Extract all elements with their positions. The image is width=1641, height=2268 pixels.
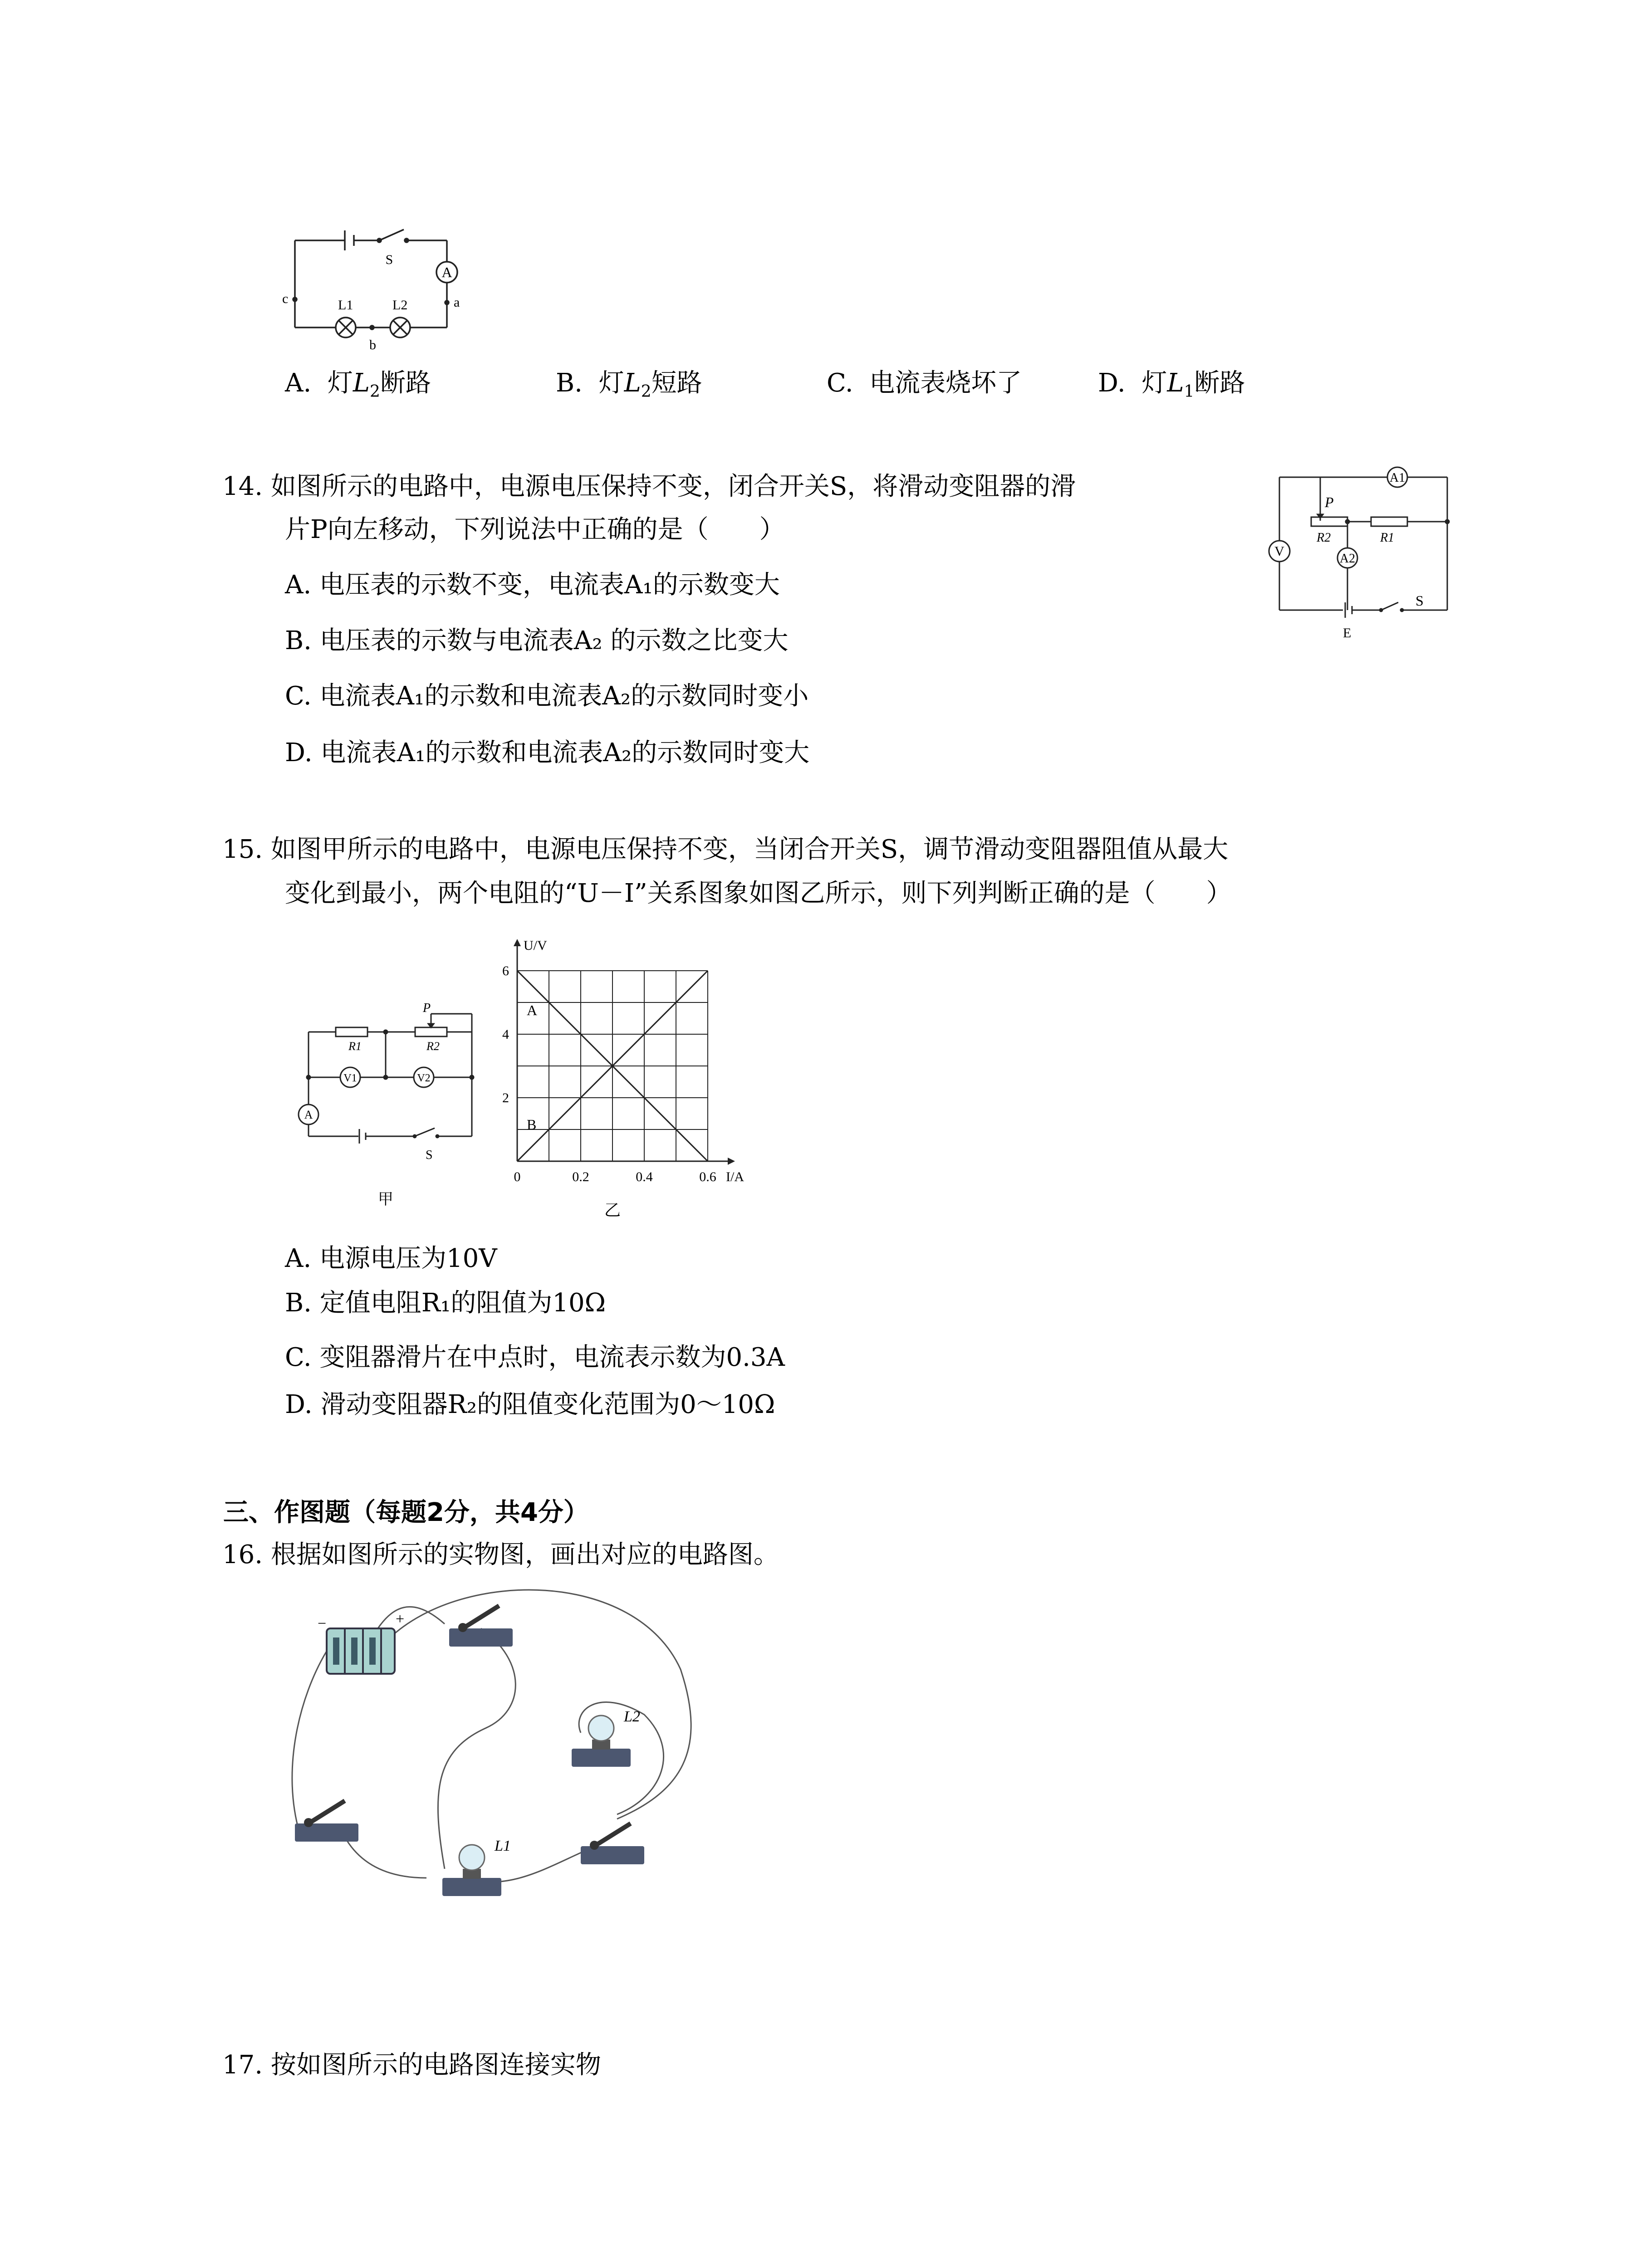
q13-option-a[interactable]: A. 灯$L_2$断路	[285, 368, 431, 401]
q15-option-b[interactable]: B. 定值电阻R₁的阻值为10Ω	[285, 1288, 606, 1318]
series-label-b: B	[527, 1116, 537, 1133]
q14-option-d[interactable]: D. 电流表A₁的示数和电流表A₂的示数同时变大	[285, 738, 810, 767]
y-tick-label: 6	[502, 963, 509, 978]
q13-point-b: b	[369, 337, 376, 352]
q13-option-c[interactable]: C. 电流表烧坏了	[827, 368, 1022, 398]
x-tick-label: 0.6	[699, 1169, 716, 1184]
q14-option-c[interactable]: C. 电流表A₁的示数和电流表A₂的示数同时变小	[285, 681, 809, 711]
q15-option-d[interactable]: D. 滑动变阻器R₂的阻值变化范围为0～10Ω	[285, 1390, 775, 1419]
q13-option-d[interactable]: D. 灯$L_1$断路	[1098, 368, 1245, 401]
q14-option-b[interactable]: B. 电压表的示数与电流表A₂ 的示数之比变大	[285, 626, 789, 655]
q14-option-a[interactable]: A. 电压表的示数不变，电流表A₁的示数变大	[285, 570, 780, 600]
y-axis-arrow	[514, 939, 521, 946]
q15-p-label: P	[423, 1001, 431, 1015]
q15-circuit-jia	[290, 996, 490, 1222]
q15-stem-line1: 15. 如图甲所示的电路中，电源电压保持不变，当闭合开关S，调节滑动变阻器阻值从最大	[222, 835, 1229, 864]
q14-r2-label: R2	[1317, 531, 1331, 545]
q17-stem: 17. 按如图所示的电路图连接实物	[222, 2050, 601, 2080]
battery-icon	[327, 1628, 395, 1674]
section-3-title: 三、作图题（每题2分，共4分）	[223, 1498, 589, 1527]
q15-s-label: S	[426, 1148, 433, 1162]
q14-a1-label: A1	[1389, 471, 1406, 485]
bulb-icon	[442, 1845, 501, 1896]
q15-option-a[interactable]: A. 电源电压为10V	[285, 1244, 497, 1273]
q15-ui-chart	[490, 925, 771, 1234]
x-axis-label: I/A	[726, 1169, 744, 1184]
x-tick-label: 0.4	[636, 1169, 653, 1184]
q16-stem: 16. 根据如图所示的实物图，画出对应的电路图。	[222, 1540, 779, 1569]
q13-circuit-figure	[272, 213, 463, 358]
q14-stem-line2: 片P向左移动，下列说法中正确的是（ ）	[285, 515, 785, 544]
q15-option-c[interactable]: C. 变阻器滑片在中点时，电流表示数为0.3A	[285, 1343, 785, 1372]
x-tick-label: 0	[514, 1169, 521, 1184]
switch-icon	[449, 1606, 513, 1647]
q13-point-a: a	[454, 295, 460, 310]
q13-l2-label: L2	[392, 298, 408, 313]
q14-s-label: S	[1416, 592, 1424, 609]
q15-stem-line2: 变化到最小，两个电阻的“U－I”关系图象如图乙所示，则下列判断正确的是（ ）	[285, 879, 1232, 908]
switch-icon	[295, 1801, 358, 1842]
q13-ammeter-label: A	[441, 264, 452, 280]
q14-e-label: E	[1343, 626, 1352, 640]
q16-battery-plus: +	[396, 1611, 405, 1628]
q15-r1-label: R1	[348, 1040, 362, 1053]
q16-battery-minus: −	[318, 1615, 327, 1632]
switch-icon	[581, 1823, 644, 1864]
x-axis-arrow	[728, 1158, 735, 1165]
q15-v1-label: V1	[343, 1072, 357, 1084]
q13-option-b[interactable]: B. 灯$L_2$短路	[556, 368, 702, 401]
y-axis-label: U/V	[524, 938, 547, 953]
q13-l1-label: L1	[338, 298, 353, 313]
y-tick-label: 4	[502, 1027, 509, 1042]
q14-stem-line1: 14. 如图所示的电路中，电源电压保持不变，闭合开关S，将滑动变阻器的滑	[222, 472, 1076, 501]
y-tick-label: 2	[502, 1090, 509, 1105]
q14-v-label: V	[1274, 544, 1284, 559]
q13-switch-label: S	[385, 252, 393, 267]
q16-physical-circuit-figure	[272, 1579, 708, 1905]
q15-caption-jia: 甲	[378, 1191, 393, 1208]
q13-point-c: c	[282, 291, 289, 306]
q14-circuit-figure	[1266, 458, 1465, 649]
q14-r1-label: R1	[1380, 531, 1395, 545]
chart-caption: 乙	[604, 1201, 621, 1219]
q16-l1-label: L1	[495, 1838, 511, 1854]
series-label-a: A	[527, 1002, 538, 1018]
q14-a2-label: A2	[1339, 552, 1356, 566]
q15-v2-label: V2	[417, 1072, 431, 1084]
bulb-icon	[572, 1716, 631, 1767]
q16-l2-label: L2	[624, 1708, 640, 1725]
x-tick-label: 0.2	[572, 1169, 589, 1184]
q15-r2-label: R2	[426, 1040, 440, 1053]
q15-ammeter-label: A	[304, 1108, 313, 1121]
q14-p-label: P	[1325, 494, 1334, 510]
